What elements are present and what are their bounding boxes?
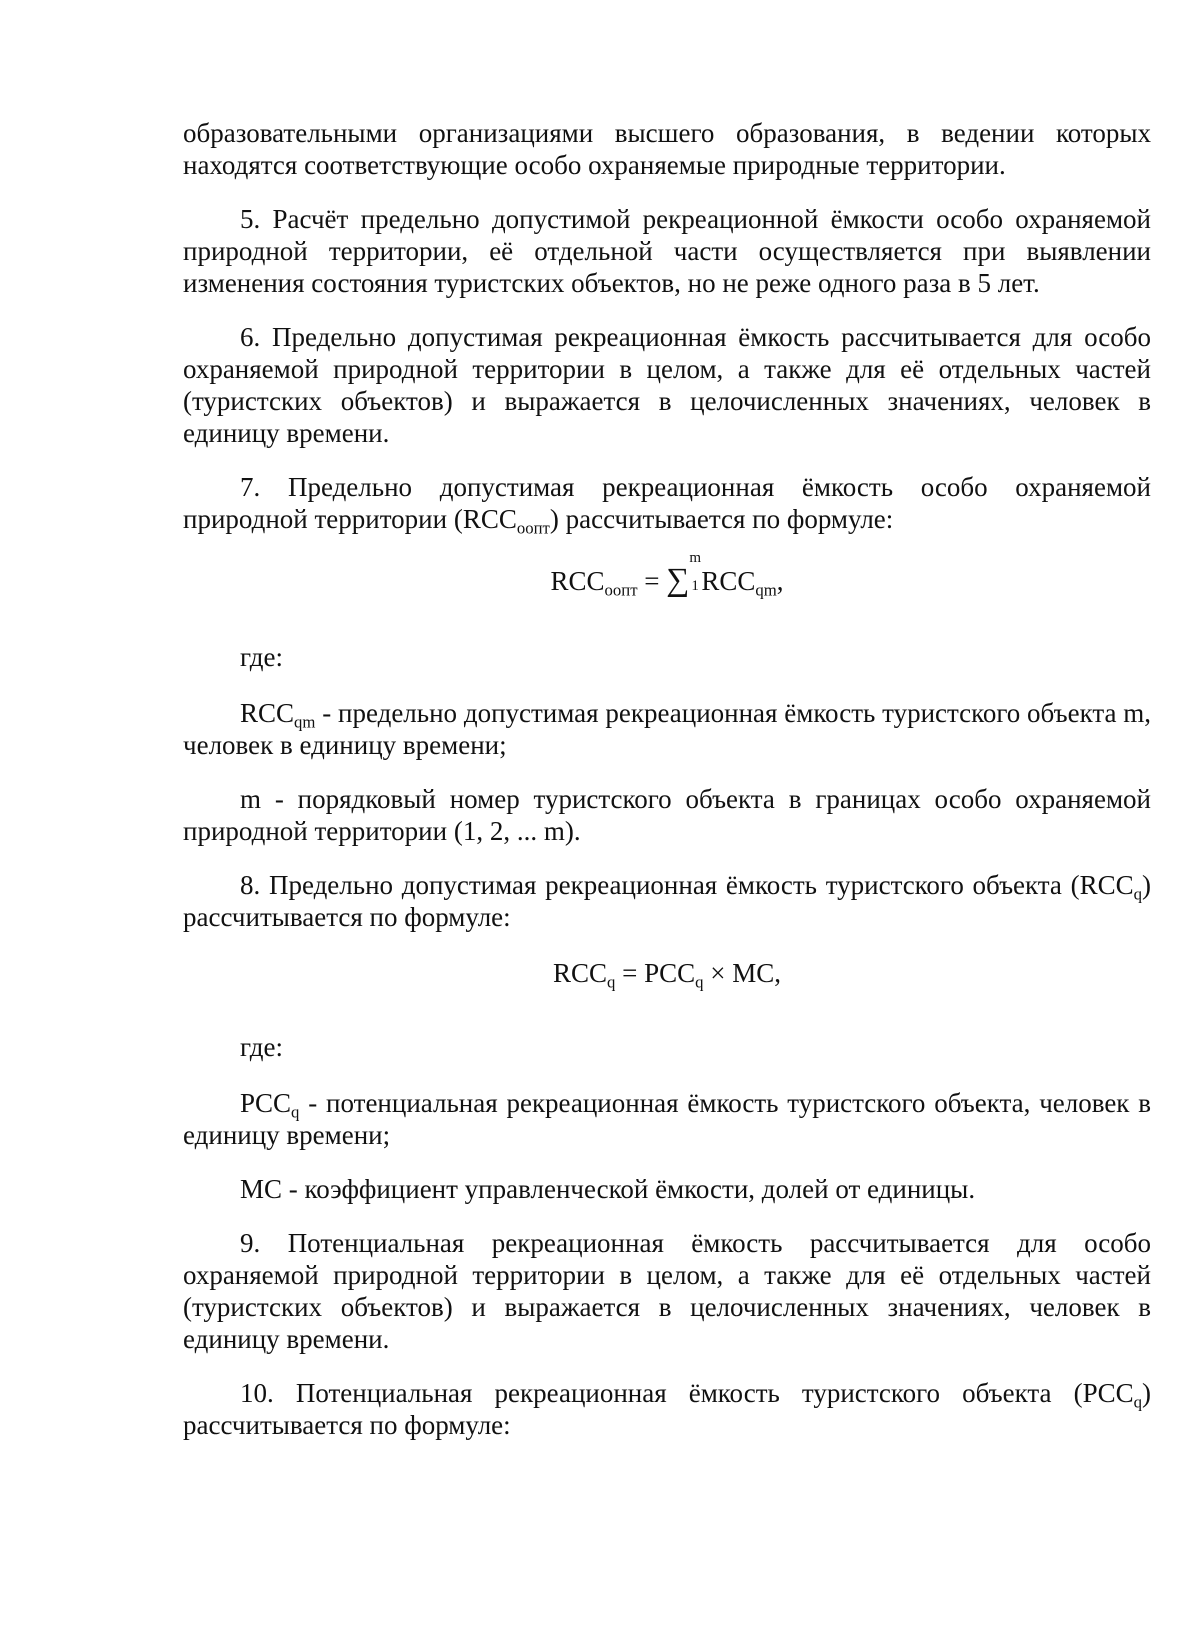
- sum-limits: [689, 550, 702, 594]
- formula-2-eq: =: [615, 958, 645, 988]
- formula-rcc-oopt: [183, 550, 1151, 600]
- symbol-rcc-oopt: RCC: [462, 504, 517, 534]
- symbol-pcc-q-sub: q: [1133, 1392, 1142, 1412]
- symbol-rcc-q: RCC: [1079, 870, 1134, 900]
- formula-2-rhs-sub: q: [695, 972, 704, 992]
- symbol-rcc-oopt-sub: оопт: [516, 518, 550, 538]
- formula-2-rest: × MC,: [703, 958, 782, 988]
- sum-upper-limit: m: [689, 550, 702, 566]
- sum-lower-limit: 1: [691, 578, 699, 594]
- formula-1-lhs: RCC: [550, 566, 605, 596]
- formula-rcc-q: [183, 957, 1151, 992]
- paragraph-7-before: 7. Предельно допустимая рекреационная ёмкость особо охраняемой природной территории (: [183, 472, 1151, 534]
- paragraph-10: [183, 1377, 1151, 1441]
- definition-m: m - порядковый номер туристского объекта в границах особо охраняемой природной территории (1, 2, ... m).: [183, 784, 1151, 846]
- definition-pcc-q-symbol: PCC: [240, 1088, 292, 1118]
- paragraph-7-after: ) рассчитывается по формуле:: [549, 504, 894, 534]
- symbol-rcc-q-sub: q: [1133, 884, 1142, 904]
- definition-pcc-q-sub: q: [291, 1102, 300, 1122]
- formula-1-term-sub: qm: [755, 580, 777, 600]
- formula-2-lhs: RCC: [552, 958, 607, 988]
- paragraph-9: 9. Потенциальная рекреационная ёмкость рассчитывается для особо охраняемой природной территории в целом, а также для её отдельных частей (туристских объектов) и выражается в целочисленных значениях, человек в единицу времени.: [183, 1228, 1151, 1354]
- paragraph-4-tail: образовательными организациями высшего образования, в ведении которых находятся соответствующие особо охраняемые природные территории.: [183, 118, 1151, 180]
- definition-rcc-qm: [183, 697, 1151, 761]
- paragraph-6: 6. Предельно допустимая рекреационная ёмкость рассчитывается для особо охраняемой природной территории в целом, а также для её отдельных частей (туристских объектов) и выражается в целочисленных значениях, человек в единицу времени.: [183, 322, 1151, 448]
- formula-1-end: ,: [776, 566, 784, 596]
- document-body: [183, 117, 1151, 1441]
- symbol-pcc-q: PCC: [1082, 1378, 1134, 1408]
- definition-pcc-q-text: - потенциальная рекреационная ёмкость туристского объекта, человек в единицу времени;: [183, 1088, 1151, 1150]
- definition-rcc-qm-sub: qm: [294, 712, 316, 732]
- definition-pcc-q: [183, 1087, 1151, 1151]
- formula-1-eq: =: [637, 566, 667, 596]
- paragraph-10-after: ) рассчитывается по формуле:: [183, 1378, 1151, 1440]
- sum-symbol: ∑: [666, 562, 690, 598]
- where-label-2: где:: [240, 1032, 283, 1062]
- formula-1-lhs-sub: оопт: [604, 580, 638, 600]
- paragraph-5: 5. Расчёт предельно допустимой рекреационной ёмкости особо охраняемой природной территории, её отдельной части осуществляется при выявлении изменения состояния туристских объектов, но не реже одного раза в 5 лет.: [183, 204, 1151, 298]
- where-label-1: где:: [240, 642, 283, 672]
- formula-2-lhs-sub: q: [607, 972, 616, 992]
- definition-rcc-qm-symbol: RCC: [240, 698, 295, 728]
- formula-2-rhs: PCC: [644, 958, 696, 988]
- paragraph-8-after: ) рассчитывается по формуле:: [183, 870, 1151, 932]
- formula-1-term: RCC: [701, 566, 756, 596]
- paragraph-8-before: 8. Предельно допустимая рекреационная ёмкость туристского объекта (: [240, 870, 1080, 900]
- paragraph-10-before: 10. Потенциальная рекреационная ёмкость туристского объекта (: [240, 1378, 1083, 1408]
- paragraph-8: [183, 869, 1151, 933]
- paragraph-7: [183, 471, 1151, 538]
- definition-mc: MC - коэффициент управленческой ёмкости, долей от единицы.: [240, 1174, 976, 1204]
- definition-rcc-qm-text: - предельно допустимая рекреационная ёмкость туристского объекта m, человек в единицу времени;: [183, 698, 1151, 760]
